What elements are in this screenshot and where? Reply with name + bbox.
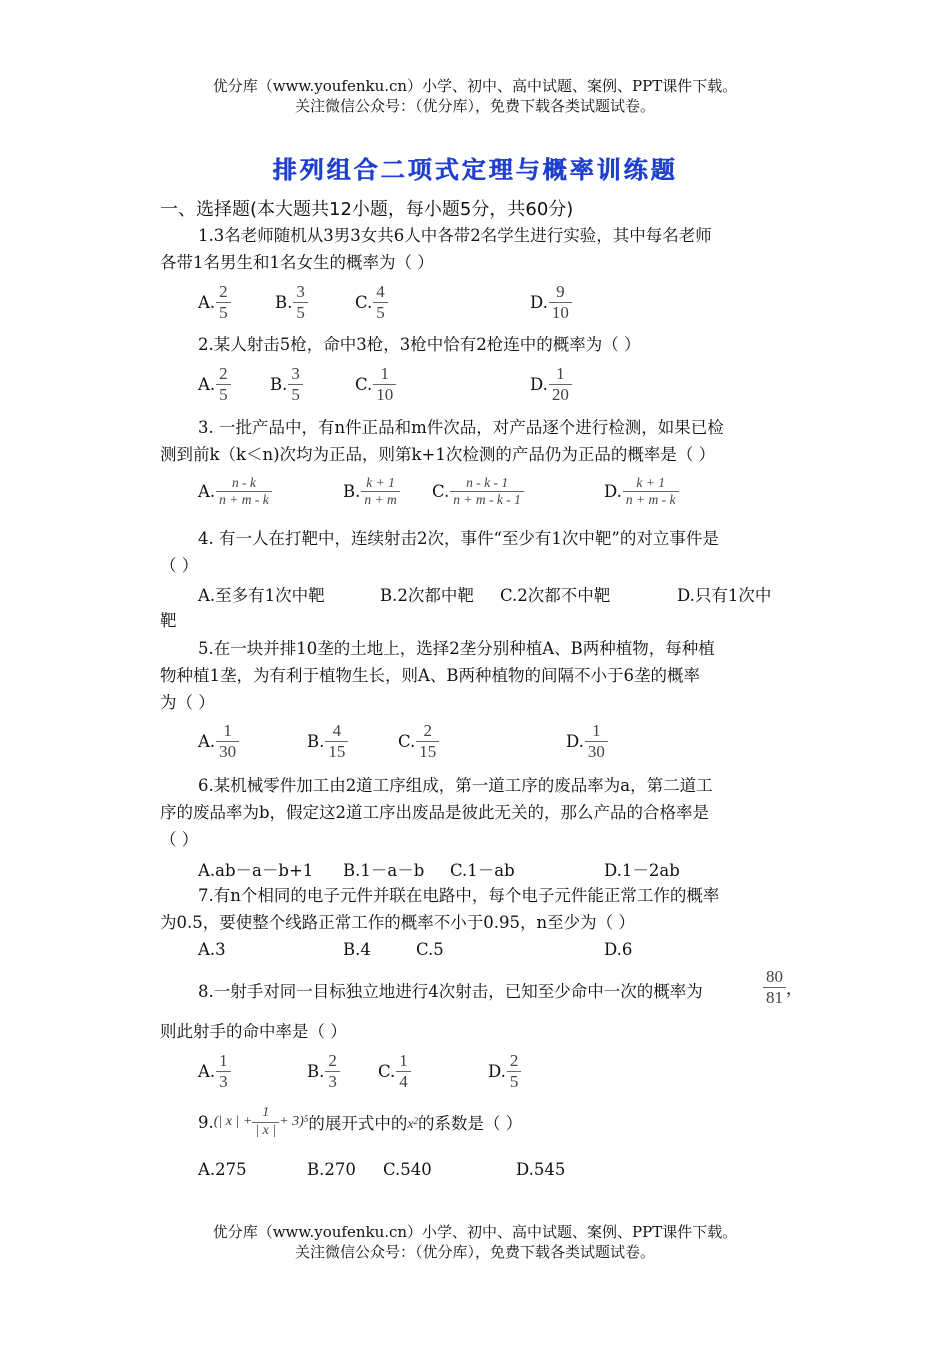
q2-option-b: B. $\frac{3}{5}$	[270, 365, 303, 404]
q1-line-2: 各带1名男生和1名女生的概率为（ ）	[160, 253, 434, 272]
q7-option-c: C.5	[416, 940, 444, 959]
q5-option-d: D. $\frac{1}{30}$	[566, 722, 608, 761]
q7-option-b: B.4	[343, 940, 371, 959]
q6-option-d: D.1－2ab	[604, 861, 680, 880]
q5-line-2: 物种植1垄，为有利于植物生长，则A、B两种植物的间隔不小于6垄的概率	[160, 666, 701, 685]
q3-line-2: 测到前k（k＜n)次均为正品，则第k+1次检测的产品仍为正品的概率是（ ）	[160, 445, 716, 464]
q7-line-2: 为0.5，要使整个线路正常工作的概率不小于0.95，n至少为（ ）	[160, 913, 635, 932]
q5-option-a: A. $\frac{1}{30}$	[198, 722, 239, 761]
q4-line-1: 4. 有一人在打靶中，连续射击2次，事件“至少有1次中靶”的对立事件是	[198, 529, 719, 548]
q5-option-c: C. $\frac{2}{15}$	[398, 722, 439, 761]
q2-line-1: 2.某人射击5枪，命中3枪，3枪中恰有2枪连中的概率为（ ）	[198, 335, 641, 354]
q3-line-1: 3. 一批产品中，有n件正品和m件次品，对产品逐个进行检测，如果已检	[198, 418, 724, 437]
footer-line-2: 关注微信公众号：（优分库），免费下载各类试题试卷。	[294, 1243, 655, 1261]
q7-option-a: A.3	[198, 940, 226, 959]
q4-option-d: D.只有1次中	[677, 586, 772, 605]
header-line-2: 关注微信公众号：（优分库），免费下载各类试题试卷。	[294, 97, 655, 115]
q8-option-b: B. $\frac{2}{3}$	[307, 1052, 340, 1091]
q5-line-1: 5.在一块并排10垄的土地上，选择2垄分别种植A、B两种植物，每种植	[198, 639, 715, 658]
q1-option-c: C. $\frac{4}{5}$	[355, 283, 388, 322]
q3-option-a: A. $\frac{n - k}{n + m - k}$	[198, 476, 272, 507]
q8-line-1: 8.一射手对同一目标独立地进行4次射击，已知至少命中一次的概率为	[198, 982, 703, 1001]
q4-option-c: C.2次都不中靶	[500, 586, 611, 605]
q1-line-1: 1.3名老师随机从3男3女共6人中各带2名学生进行实验，其中每名老师	[198, 226, 712, 245]
q6-option-a: A.ab－a－b+1	[198, 861, 314, 880]
q3-option-d: D. $\frac{k + 1}{n + m - k}$	[604, 476, 679, 507]
q4-option-b: B.2次都中靶	[380, 586, 474, 605]
q2-option-c: C. $\frac{1}{10}$	[355, 365, 396, 404]
q4-line-2: （ ）	[160, 556, 199, 575]
q7-line-1: 7.有n个相同的电子元件并联在电路中，每个电子元件能正常工作的概率	[198, 886, 720, 905]
q9-option-c: C.540	[383, 1160, 432, 1179]
q9-stem: 9. (| x | + $\frac{1}{| x |}$ + 3) 5 的展开式中的 x $^2$ 的系数是（ ）	[198, 1105, 523, 1138]
q6-line-1: 6.某机械零件加工由2道工序组成，第一道工序的废品率为a，第二道工	[198, 776, 713, 795]
q3-option-c: C. $\frac{n - k - 1}{n + m - k - 1}$	[432, 476, 524, 507]
document-title: 排列组合二项式定理与概率训练题	[272, 156, 678, 184]
q6-line-2: 序的废品率为b，假定这2道工序出废品是彼此无关的，那么产品的合格率是	[160, 803, 710, 822]
q3-option-b: B. $\frac{k + 1}{n + m}$	[343, 476, 400, 507]
q9-option-d: D.545	[516, 1160, 566, 1179]
q6-line-3: （ ）	[160, 830, 199, 849]
q7-option-d: D.6	[604, 940, 633, 959]
q9-option-a: A.275	[198, 1160, 247, 1179]
q8-probability-fraction: $\frac{80}{81}$ ，	[763, 968, 803, 1007]
q5-line-3: 为（ ）	[160, 693, 215, 712]
q8-option-c: C. $\frac{1}{4}$	[378, 1052, 411, 1091]
q4-option-a: A.至多有1次中靶	[198, 586, 325, 605]
q1-option-d: D. $\frac{9}{10}$	[530, 283, 572, 322]
q8-option-a: A. $\frac{1}{3}$	[198, 1052, 231, 1091]
header-line-1: 优分库（www.youfenku.cn）小学、初中、高中试题、案例、PPT课件下载。	[212, 77, 738, 95]
q5-option-b: B. $\frac{4}{15}$	[307, 722, 348, 761]
q1-option-a: A. $\frac{2}{5}$	[198, 283, 231, 322]
q6-option-b: B.1－a－b	[343, 861, 425, 880]
q4-option-d-wrap: 靶	[160, 611, 177, 630]
footer-line-1: 优分库（www.youfenku.cn）小学、初中、高中试题、案例、PPT课件下载。	[212, 1223, 738, 1241]
q1-option-b: B. $\frac{3}{5}$	[275, 283, 308, 322]
q8-option-d: D. $\frac{2}{5}$	[488, 1052, 521, 1091]
q6-option-c: C.1－ab	[450, 861, 515, 880]
q2-option-d: D. $\frac{1}{20}$	[530, 365, 572, 404]
q9-option-b: B.270	[307, 1160, 356, 1179]
section-heading: 一、选择题(本大题共12小题，每小题5分，共60分)	[160, 199, 574, 220]
q2-option-a: A. $\frac{2}{5}$	[198, 365, 231, 404]
q8-line-2: 则此射手的命中率是（ ）	[160, 1022, 347, 1041]
